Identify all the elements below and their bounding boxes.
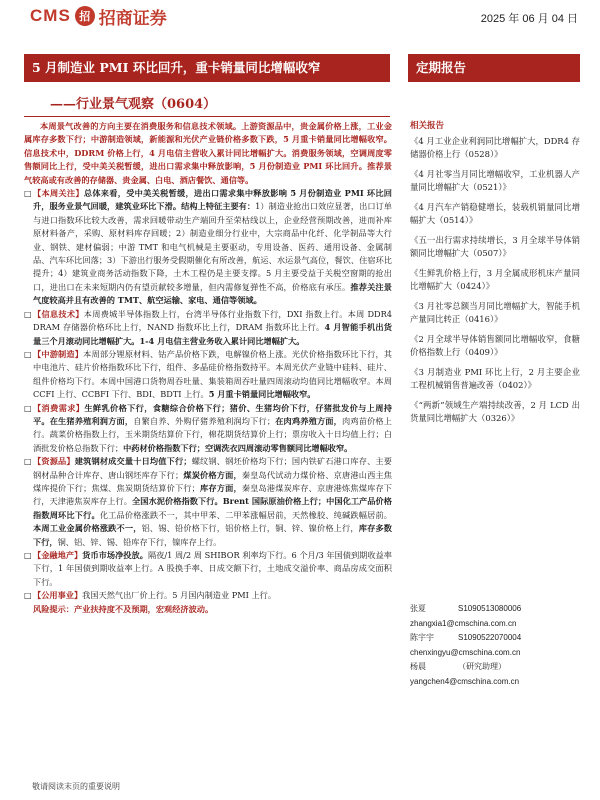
section-bold: 库存多数下行，: [33, 523, 392, 547]
analyst-cert: S1090513080006: [458, 604, 522, 613]
section-bold: 库存方面，: [199, 482, 242, 493]
analyst-name: 陈宇宇: [410, 633, 434, 642]
logo-cms-text: CMS: [30, 6, 71, 25]
section-tag: 【资源品】: [33, 456, 75, 467]
section-text: 秦皇岛代试动力煤价格、京唐港山西主焦煤库提价下行；焦煤、焦炭期货结算价下行；: [33, 469, 392, 493]
section-tag: 【消费需求】: [33, 402, 85, 413]
logo-seal-icon: 招: [75, 6, 95, 26]
related-report-item[interactable]: 《3 月制造业 PMI 环比上行，2 月主要企业工程机械销售普遍改善（0402）》: [410, 366, 580, 390]
section-midstream: [24, 348, 392, 402]
section-bold: 总体来看，受中美关税暂缓，进出口需求集中释放影响 5 月份制造业 PMI 环比回升，服务业景气回暖，建筑业环比下滑。结构上特征主要有：: [33, 188, 392, 212]
section-bold: 推荐关注景气度较高并且有改善的 TMT、航空运输、家电、通信等领域。: [33, 281, 392, 306]
analyst-email[interactable]: yangchen4@cmschina.com.cn: [410, 676, 520, 686]
section-utilities: [24, 589, 392, 602]
analyst-row: [410, 602, 580, 617]
report-subtitle: ——行业景气观察（0604）: [50, 97, 217, 112]
section-bold: 全国水泥价格指数下行。Brent 国际原油价格上行；中国化工产品价格指数周环比下行。: [33, 496, 392, 520]
section-bold: 生鲜乳价格下行，食糖综合价格下行；猪价、生猪均价下行，仔猪批发价与上周持平。在生猪养殖利润方面，: [33, 402, 392, 426]
section-bold: 货币市场净投放。: [82, 550, 148, 560]
section-text: 本周部分锂原材料、钴产品价格下跌，电解镍价格上涨。光伏价格指数环比下行，其中电池片、硅片价格指数环比下行，组件、多晶硅价格指数持平。本周光伏产业链中硅料、硅片、组件价格均下行。本周中国港口货物周吞吐量、集装箱周吞吐量四周滚动均值同比增幅收窄。本周 CCFI 上行、CCBFI 下行、BDI、BDTI 上行。: [33, 348, 392, 400]
section-text: 化工品价格涨跌不一，其中甲苯、二甲苯涨幅居前，天然橡胶、纯碱跌幅居前。: [99, 509, 392, 520]
section-focus: [24, 187, 392, 308]
section-tag: 【本周关注】: [33, 188, 84, 199]
related-reports-heading: 相关报告: [410, 121, 445, 131]
footer-disclaimer: 敬请阅读末页的重要说明: [32, 782, 120, 791]
section-text: 本周费城半导体指数上行，台湾半导体行业指数下行，DXI 指数上行。本周 DDR4 DRAM 存储器价格环比上行，NAND 指数环比上行，DRAM 指数环比上行。: [33, 308, 392, 333]
analyst-role: （研究助理）: [458, 662, 506, 671]
logo-name-text: 招商证券: [98, 8, 167, 29]
analyst-row: [410, 617, 580, 632]
section-tag: 【金融地产】: [33, 550, 83, 560]
section-bold: 中药材价格指数下行；空调洗衣四周滚动零售额同比增幅收窄。: [123, 442, 353, 453]
section-bold: 煤炭价格方面，: [183, 469, 242, 480]
section-tag: 【中游制造】: [33, 348, 84, 359]
section-text: 自繁自养、外购仔猪养殖利润均下行；: [133, 415, 276, 426]
company-logo: [30, 4, 167, 28]
analyst-row: [410, 675, 580, 690]
related-report-item[interactable]: 《五一出行需求持续增长，3 月全球半导体销额同比增幅扩大（0507）》: [410, 234, 580, 258]
section-resources: [24, 455, 392, 549]
section-bold: 5 月重卡销量同比增幅收窄。: [208, 389, 316, 400]
section-consumption: [24, 402, 392, 456]
main-body: [24, 120, 392, 616]
related-report-item[interactable]: 《4 月汽车产销稳健增长，装载机销量同比增幅扩大（0514）》: [410, 201, 580, 225]
analyst-row: [410, 631, 580, 646]
related-report-item[interactable]: 《4 月工业企业利润同比增幅扩大，DDR4 存储器价格上行（0528）》: [410, 135, 580, 159]
section-text: 我国天然气出厂价上行。5 月国内制造业 PMI 上行。: [82, 590, 277, 601]
related-report-item[interactable]: 《生鲜乳价格上行，3 月全属成形机床产量同比增幅扩大（0424）》: [410, 267, 580, 291]
section-finance: [24, 549, 392, 589]
related-report-item[interactable]: 《3 月社零总额当月同比增幅扩大，智能手机产量同比转正（0416）》: [410, 300, 580, 324]
section-bold: 建筑钢材成交量十日均值下行；: [74, 456, 192, 467]
section-bold: 4 月智能手机出货量三个月滚动同比增幅扩大。1-4 月电信主营业务收入累计同比增幅扩大。: [33, 322, 392, 346]
analyst-email[interactable]: zhangxia1@cmschina.com.cn: [410, 618, 517, 628]
section-tag: 【公用事业】: [33, 590, 83, 601]
section-bold: 在肉鸡养殖方面，: [275, 415, 343, 426]
report-date: 2025 年 06 月 04 日: [480, 13, 578, 25]
header: [0, 0, 600, 36]
analyst-row: [410, 646, 580, 661]
related-report-item[interactable]: 《“两新”领域生产端持续改善，2 月 LCD 出货量同比增幅扩大（0326）》: [410, 399, 580, 423]
title-divider: [24, 116, 390, 117]
analyst-email[interactable]: chenxingyu@cmschina.com.cn: [410, 647, 521, 657]
report-type-label: 定期报告: [408, 54, 580, 82]
analyst-name: 杨晨: [410, 662, 426, 671]
section-text: 1）制造业抢出口效应显著，出口订单与进口指数环比较大改善，需求回暖带动生产端回升至荣枯线以上，企业经营预期改善，进而补库原材料备产，采购、原材料库存回暖；2）制造业细分行业中，大宗商品中化纤、化学制品等大行业、钢铁、建材偏弱；中游 TMT 和电气机械是主要驱动，专用设备、医药、通用设备、金属制品、汽车环比回落；3）下游出行服务受假期催化有所改善，航运、水运景气高位，餐饮、住宿环比提升；4）建筑业商务活动指数下降，土木工程仍是主要支撑。5 月主要受益于关税空窗期的抢出口，进出口在未来短期内仍有望贡献较多增量，但内需修复弹性不高，价格底有承压。: [33, 201, 392, 292]
sidebar: [410, 120, 580, 432]
section-bold: 本周工业金属价格涨跌不一，: [33, 523, 142, 534]
analyst-cert: S1090522070004: [458, 633, 522, 642]
section-text: 秦皇岛港煤炭库存、京唐港炼焦煤库存下行，天津港焦炭库存上行。: [33, 482, 392, 507]
section-text: 螺纹钢、钢坯价格均下行；国内铁矿石港口库存、主要钢材品种合计库存、唐山钢坯库存下行；: [33, 456, 392, 480]
section-it: [24, 308, 392, 348]
related-report-item[interactable]: 《4 月社零当月同比增幅收窄，工业机器人产量同比增幅扩大（0521）》: [410, 168, 580, 192]
section-text: 肉鸡苗价格上行。蔬菜价格指数上行，玉米期货结算价下行，棉花期货结算价上行；票房收入十日均值上行；白酒批发价格总指数下行；: [33, 415, 392, 453]
related-report-item[interactable]: 《2 月全球半导体销售额同比增幅收窄，食糖价格指数上行（0409）》: [410, 333, 580, 357]
section-text: 隔夜/1 周/2 周 SHIBOR 利率均下行。6 个月/3 年国债到期收益率下行，1 年国债到期收益率上行。A 股换手率、日成交额下行，土地成交溢价率、商品房成交面积下行。: [33, 550, 392, 587]
analyst-name: 张夏: [410, 604, 426, 613]
summary-paragraph: 本周景气改善的方向主要在消费服务和信息技术领域。上游资源品中，贵金属价格上涨，工业金属库存多数下行；中游制造领域，新能源和光伏产业链价格多数下跌，5 月重卡销量同比增幅收窄。信息技术中，DDRM 价格上行，4 月电信主营收入累计同比增幅扩大。消费服务领域，空调周度零售额同比上行，受中美关税暂缓，进出口需求集中释放影响，5 月份制造业 PMI 环比回升。推荐景气较高或有改善的存储器、贵金属、白电、酒店餐饮、通信等。: [24, 121, 392, 185]
analyst-contacts: [410, 602, 580, 689]
analyst-row: [410, 660, 580, 675]
risk-warning: 风险提示：产业扶持度不及预期，宏观经济波动。: [33, 603, 214, 614]
report-title: 5 月制造业 PMI 环比回升，重卡销量同比增幅收窄: [24, 54, 390, 82]
section-text: 铜、铝、锌、锡、铅库存下行，镍库存上行。: [57, 536, 222, 547]
section-tag: 【信息技术】: [33, 308, 84, 319]
section-text: 铝、锡、铅价格下行，铝价格上行，铜、锌、镍价格上行，: [141, 523, 359, 534]
